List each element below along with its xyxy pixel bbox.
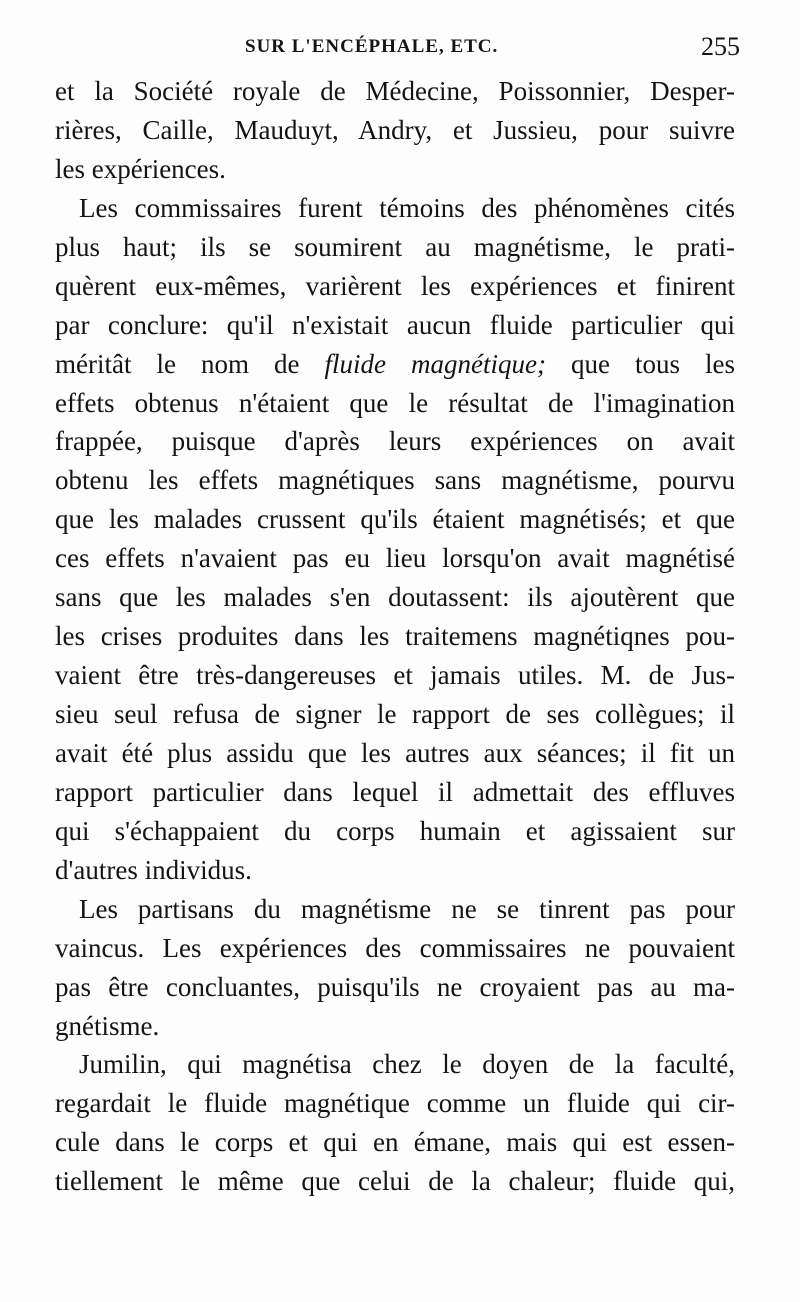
running-head: SUR L'ENCÉPHALE, ETC. (245, 36, 499, 57)
text-line (55, 345, 735, 384)
text-segment: méritât le nom de (55, 348, 325, 379)
text-line: regardait le fluide magnétique comme un fluide qui cir- (55, 1088, 735, 1119)
text-line: cule dans le corps et qui en émane, mais qui est essen- (55, 1127, 735, 1158)
text-line: sieu seul refusa de signer le rapport de ses collègues; il (55, 699, 735, 729)
text-line: obtenu les effets magnétiques sans magnétisme, pourvu (55, 465, 735, 496)
text-line: rières, Caille, Mauduyt, Andry, et Jussieu, pour suivre (55, 114, 735, 145)
text-line: quèrent eux-mêmes, varièrent les expériences et finirent (55, 270, 735, 301)
page-number: 255 (701, 32, 740, 61)
text-line: les crises produites dans les traitemens magnétiqnes pou- (55, 621, 735, 652)
italic-phrase: fluide magnétique; (324, 348, 546, 379)
text-line: Jumilin, qui magnétisa chez le doyen de la faculté, (79, 1049, 735, 1080)
text-line: Les commissaires furent témoins des phénomènes cités (79, 192, 735, 223)
text-line: effets obtenus n'étaient que le résultat de l'imagination (55, 387, 735, 418)
text-line: et la Société royale de Médecine, Poissonnier, Desper- (55, 76, 735, 106)
text-line: sans que les malades s'en doutassent: ils ajoutèrent que (55, 582, 735, 613)
text-line: qui s'échappaient du corps humain et agissaient sur (55, 815, 735, 846)
text-line: les expériences. (55, 153, 226, 184)
text-line: frappée, puisque d'après leurs expériences on avait (55, 426, 735, 457)
page-header (55, 30, 740, 70)
text-line: tiellement le même que celui de la chaleur; fluide qui, (55, 1166, 735, 1197)
text-line: rapport particulier dans lequel il admettait des effluves (55, 776, 735, 807)
text-line: que les malades crussent qu'ils étaient magnétisés; et que (55, 504, 735, 535)
body-text (55, 72, 735, 1201)
text-line: vaient être très-dangereuses et jamais utiles. M. de Jus- (55, 660, 735, 691)
text-line: vaincus. Les expériences des commissaires ne pouvaient (55, 932, 735, 963)
text-line: pas être concluantes, puisqu'ils ne croyaient pas au ma- (55, 971, 735, 1002)
text-line: ces effets n'avaient pas eu lieu lorsqu'on avait magnétisé (55, 543, 735, 574)
text-line: plus haut; ils se soumirent au magnétisme, le prati- (55, 231, 735, 262)
text-line: gnétisme. (55, 1010, 160, 1041)
text-line: Les partisans du magnétisme ne se tinrent pas pour (79, 893, 735, 924)
text-line: avait été plus assidu que les autres aux séances; il fit un (55, 737, 735, 768)
text-segment: que tous les (545, 348, 735, 379)
text-line: d'autres individus. (55, 854, 252, 885)
text-line: par conclure: qu'il n'existait aucun fluide particulier qui (55, 309, 735, 340)
